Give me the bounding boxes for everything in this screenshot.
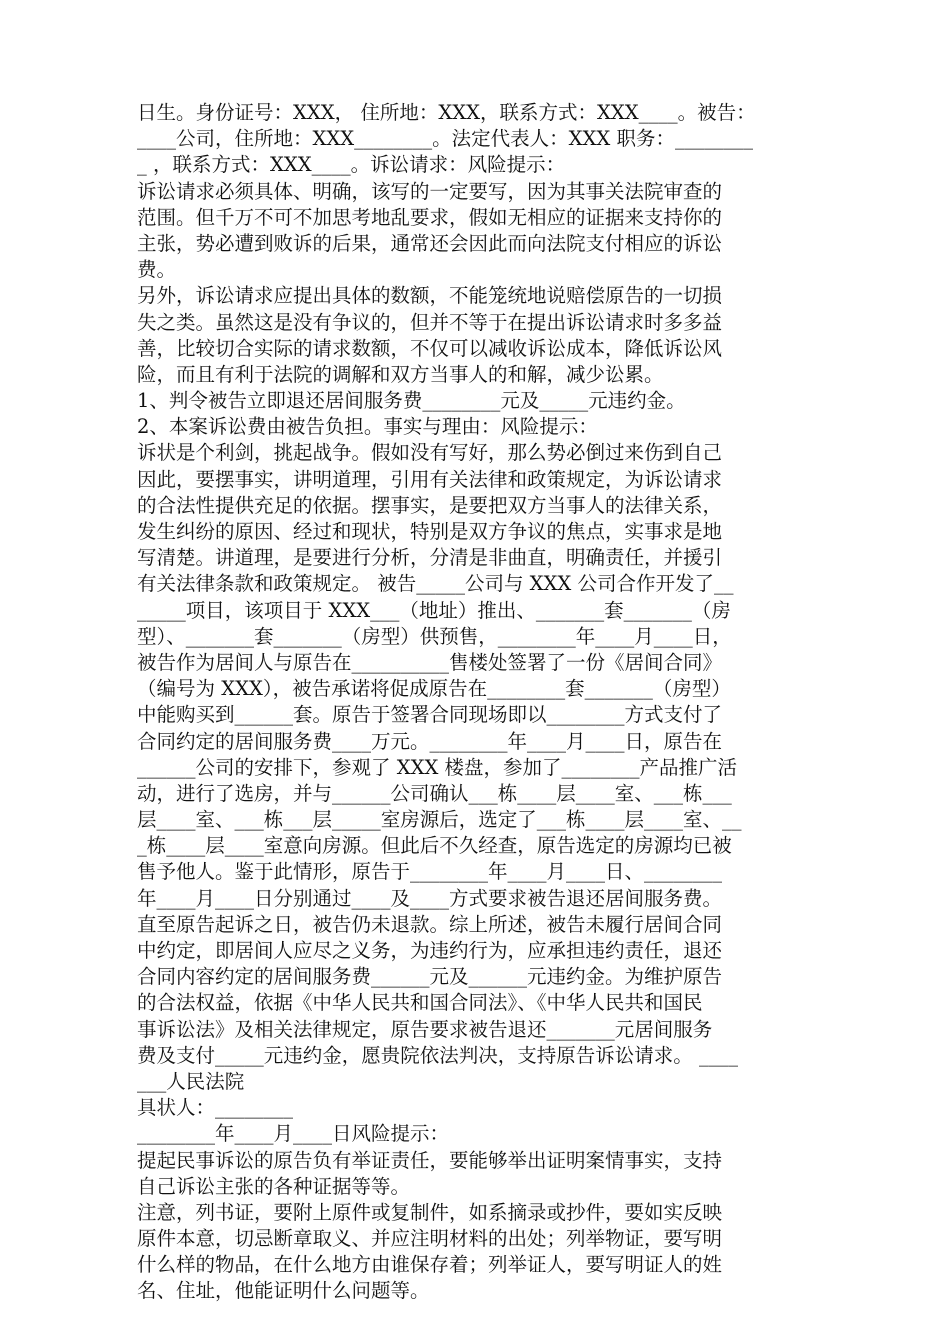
text-line: 诉讼请求必须具体、明确，该写的一定要写，因为其事关法院审查的	[137, 179, 723, 203]
text-line: 原件本意，切忌断章取义、并应注明材料的出处；列举物证，要写明	[137, 1227, 723, 1251]
text-line: 中能购买到______套。原告于签署合同现场即以________方式支付了	[137, 703, 723, 727]
text-line: 善，比较切合实际的请求数额，不仅可以减收诉讼成本，降低诉讼风	[137, 336, 723, 360]
text-line: 2、本案诉讼费由被告负担。事实与理由：风险提示：	[137, 415, 598, 439]
text-line: 动，进行了选房，并与______公司确认___栋____层____室、___栋___	[137, 781, 732, 805]
text-line: 什么样的物品，在什么地方由谁保存着；列举证人，要写明证人的姓	[137, 1253, 723, 1277]
text-line: ____公司，住所地：XXX________。法定代表人：XXX 职务：________	[137, 127, 753, 151]
text-line: ___人民法院	[137, 1069, 245, 1093]
text-line: 另外，诉讼请求应提出具体的数额，不能笼统地说赔偿原告的一切损	[137, 284, 723, 308]
text-line: 发生纠纷的原因、经过和现状，特别是双方争议的焦点，实事求是地	[137, 520, 723, 543]
text-line: 主张，势必遭到败诉的后果，通常还会因此而向法院支付相应的诉讼	[137, 231, 723, 255]
text-line: ________年____月____日风险提示：	[137, 1122, 450, 1146]
text-line: 名、住址，他能证明什么问题等。	[137, 1279, 430, 1303]
text-line: 的合法权益，依据《中华人民共和国合同法》、《中华人民共和国民	[137, 991, 703, 1015]
text-line: 售予他人。鉴于此情形，原告于________年____月____日、________	[137, 860, 723, 884]
text-line: 合同内容约定的居间服务费______元及______元违约金。为维护原告	[137, 965, 723, 989]
text-line: 1、判令被告立即退还居间服务费________元及_____元违约金。	[137, 389, 686, 413]
text-line: 事诉讼法》及相关法律规定，原告要求被告退还_______元居间服务	[137, 1017, 713, 1041]
text-line: 险，而且有利于法院的调解和双方当事人的和解，减少讼累。	[137, 362, 664, 386]
text-line: 提起民事诉讼的原告负有举证责任，要能够举出证明案情事实，支持	[137, 1148, 723, 1172]
text-line: 被告作为居间人与原告在__________售楼处签署了一份《居间合同》	[137, 650, 723, 674]
text-line: 中约定，即居间人应尽之义务，为违约行为，应承担违约责任，退还	[137, 939, 723, 962]
text-line: 具状人：________	[137, 1096, 294, 1120]
text-line: 的合法性提供充足的依据。摆事实，是要把双方当事人的法律关系，	[137, 493, 723, 517]
text-line: 有关法律条款和政策规定。 被告_____公司与 XXX 公司合作开发了__	[137, 572, 734, 596]
text-line: 诉状是个利剑，挑起战争。假如没有写好，那么势必倒过来伤到自己	[137, 441, 723, 465]
text-line: 日生。身份证号：XXX， 住所地：XXX，联系方式：XXX____。被告：	[137, 101, 756, 124]
text-line: 因此，要摆事实，讲明道理，引用有关法律和政策规定，为诉讼请求	[137, 467, 723, 491]
text-line: _栋____层____室意向房源。但此后不久经查，原告选定的房源均已被	[137, 834, 732, 858]
text-line: 失之类。虽然这是没有争议的，但并不等于在提出诉讼请求时多多益	[137, 310, 723, 334]
text-line: _ ，联系方式：XXX____。诉讼请求：风险提示：	[137, 153, 566, 177]
text-line: 费。	[137, 258, 177, 282]
text-line: 直至原告起诉之日，被告仍未退款。综上所述，被告未履行居间合同	[137, 912, 723, 936]
text-line: 自己诉讼主张的各种证据等等。	[137, 1174, 411, 1198]
text-line: ______公司的安排下，参观了 XXX 楼盘，参加了________产品推广活	[137, 755, 738, 779]
text-line: 型）、_______套_______（房型）供预售，________年____月____日，	[137, 624, 732, 648]
text-line: 写清楚。讲道理，是要进行分析，分清是非曲直，明确责任，并援引	[137, 546, 723, 570]
text-line: 层____室、___栋___层_____室房源后，选定了___栋____层____室、__	[137, 808, 742, 832]
text-line: 费及支付_____元违约金，愿贵院依法判决，支持原告诉讼请求。 ____	[137, 1043, 738, 1067]
document-body	[137, 100, 827, 1305]
text-line: 注意，列书证，要附上原件或复制件，如系摘录或抄件，要如实反映	[137, 1200, 723, 1224]
text-line: 范围。但千万不可不加思考地乱要求，假如无相应的证据来支持你的	[137, 205, 723, 229]
text-line: 年____月____日分别通过____及____方式要求被告退还居间服务费。	[137, 886, 723, 910]
text-line: （编号为 XXX），被告承诺将促成原告在________套_______（房型）	[137, 677, 731, 701]
text-line: _____项目，该项目于 XXX___（地址）推出、_______套_______（房	[137, 598, 731, 622]
text-line: 合同约定的居间服务费____万元。________年____月____日，原告在	[137, 729, 723, 753]
